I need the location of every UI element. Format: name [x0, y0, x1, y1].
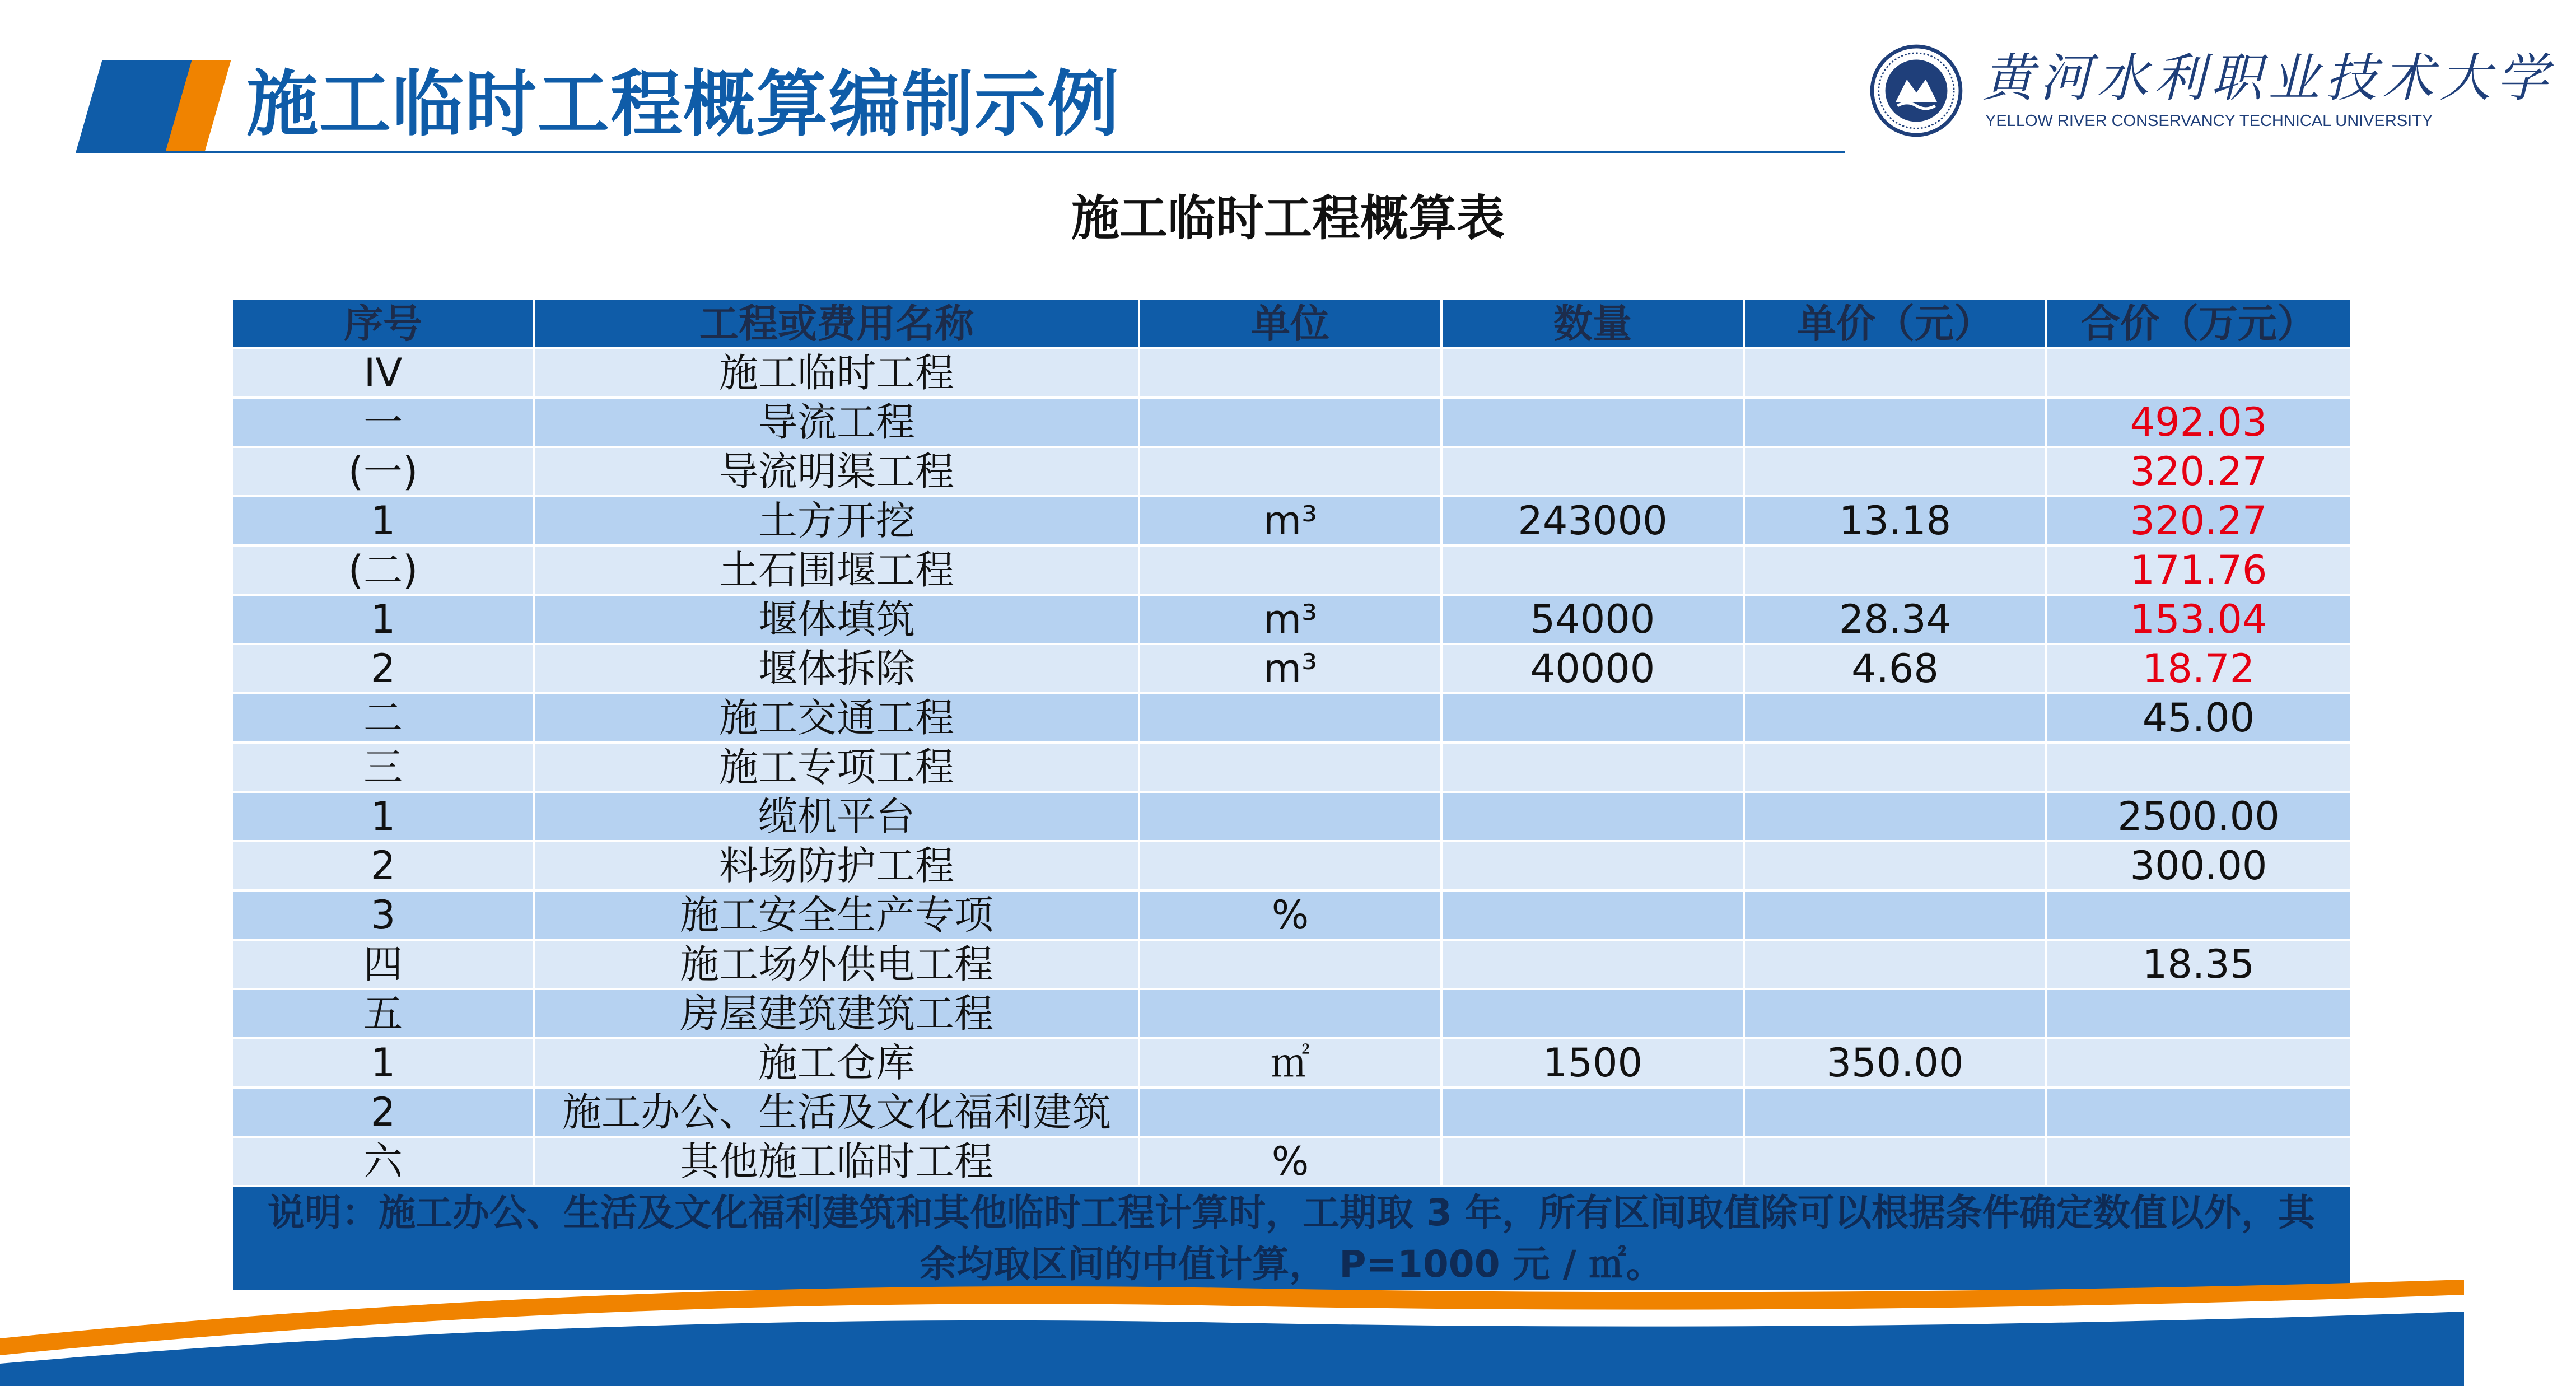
row-number-cell: 2 — [232, 1088, 534, 1137]
unit-price-cell — [1744, 1137, 2046, 1186]
row-number-cell: 二 — [232, 693, 534, 743]
estimate-table — [231, 298, 2352, 1292]
logo-english-name: YELLOW RIVER CONSERVANCY TECHNICAL UNIVERSITY — [1985, 112, 2433, 130]
item-name-cell: 导流明渠工程 — [534, 447, 1139, 496]
item-name-cell: 土方开挖 — [534, 496, 1139, 545]
table-row — [232, 644, 2351, 693]
unit-cell: m³ — [1139, 496, 1441, 545]
row-number-cell: 2 — [232, 841, 534, 890]
table-row — [232, 792, 2351, 841]
column-header: 工程或费用名称 — [534, 299, 1139, 348]
item-name-cell: 房屋建筑建筑工程 — [534, 989, 1139, 1038]
table-row — [232, 545, 2351, 595]
unit-price-cell: 13.18 — [1744, 496, 2046, 545]
total-price-cell — [2046, 1088, 2351, 1137]
quantity-cell: 40000 — [1441, 644, 1744, 693]
unit-price-cell: 4.68 — [1744, 644, 2046, 693]
item-name-cell: 施工交通工程 — [534, 693, 1139, 743]
unit-price-cell — [1744, 940, 2046, 989]
row-number-cell: 1 — [232, 496, 534, 545]
item-name-cell: 其他施工临时工程 — [534, 1137, 1139, 1186]
quantity-cell — [1441, 398, 1744, 447]
quantity-cell — [1441, 1088, 1744, 1137]
total-price-cell — [2046, 890, 2351, 940]
quantity-cell: 243000 — [1441, 496, 1744, 545]
quantity-cell — [1441, 447, 1744, 496]
item-name-cell: 施工场外供电工程 — [534, 940, 1139, 989]
row-number-cell: 2 — [232, 644, 534, 693]
row-number-cell: IV — [232, 348, 534, 398]
unit-cell: % — [1139, 890, 1441, 940]
unit-cell — [1139, 398, 1441, 447]
unit-price-cell — [1744, 841, 2046, 890]
item-name-cell: 缆机平台 — [534, 792, 1139, 841]
row-number-cell: (一) — [232, 447, 534, 496]
unit-price-cell — [1744, 545, 2046, 595]
row-number-cell: 六 — [232, 1137, 534, 1186]
row-number-cell: 五 — [232, 989, 534, 1038]
table-note: 说明：施工办公、生活及文化福利建筑和其他临时工程计算时，工期取 3 年，所有区间取值除可以根据条件确定数值以外，其余均取区间的中值计算， P=1000 元 / ㎡。 — [232, 1186, 2351, 1291]
table-header-row — [232, 299, 2351, 348]
item-name-cell: 施工专项工程 — [534, 743, 1139, 792]
row-number-cell: 1 — [232, 1038, 534, 1088]
total-price-cell: 171.76 — [2046, 545, 2351, 595]
quantity-cell — [1441, 792, 1744, 841]
footer-wave-decoration — [0, 1271, 2464, 1386]
unit-cell — [1139, 841, 1441, 890]
table-row — [232, 447, 2351, 496]
total-price-cell — [2046, 348, 2351, 398]
unit-price-cell — [1744, 890, 2046, 940]
total-price-cell: 18.72 — [2046, 644, 2351, 693]
unit-cell — [1139, 1088, 1441, 1137]
unit-price-cell — [1744, 693, 2046, 743]
row-number-cell: (二) — [232, 545, 534, 595]
item-name-cell: 堰体拆除 — [534, 644, 1139, 693]
table-row — [232, 989, 2351, 1038]
table-row — [232, 398, 2351, 447]
unit-price-cell — [1744, 743, 2046, 792]
quantity-cell: 1500 — [1441, 1038, 1744, 1088]
quantity-cell — [1441, 841, 1744, 890]
quantity-cell — [1441, 743, 1744, 792]
quantity-cell — [1441, 545, 1744, 595]
unit-cell: m³ — [1139, 644, 1441, 693]
unit-price-cell — [1744, 792, 2046, 841]
row-number-cell: 1 — [232, 595, 534, 644]
column-header: 单价（元） — [1744, 299, 2046, 348]
unit-cell — [1139, 989, 1441, 1038]
unit-cell — [1139, 545, 1441, 595]
quantity-cell — [1441, 940, 1744, 989]
column-header: 合价（万元） — [2046, 299, 2351, 348]
item-name-cell: 堰体填筑 — [534, 595, 1139, 644]
unit-price-cell — [1744, 989, 2046, 1038]
quantity-cell — [1441, 1137, 1744, 1186]
page-title: 施工临时工程概算编制示例 — [246, 63, 1121, 146]
table-row — [232, 743, 2351, 792]
item-name-cell: 导流工程 — [534, 398, 1139, 447]
unit-price-cell: 350.00 — [1744, 1038, 2046, 1088]
row-number-cell: 1 — [232, 792, 534, 841]
total-price-cell — [2046, 989, 2351, 1038]
item-name-cell: 施工仓库 — [534, 1038, 1139, 1088]
total-price-cell: 320.27 — [2046, 447, 2351, 496]
table-row — [232, 348, 2351, 398]
quantity-cell — [1441, 348, 1744, 398]
university-seal-icon — [1869, 44, 1963, 138]
unit-price-cell — [1744, 447, 2046, 496]
total-price-cell — [2046, 1137, 2351, 1186]
item-name-cell: 施工安全生产专项 — [534, 890, 1139, 940]
table-row — [232, 496, 2351, 545]
unit-cell — [1139, 792, 1441, 841]
unit-cell — [1139, 348, 1441, 398]
table-row — [232, 1137, 2351, 1186]
total-price-cell: 153.04 — [2046, 595, 2351, 644]
quantity-cell — [1441, 693, 1744, 743]
unit-price-cell — [1744, 1088, 2046, 1137]
table-row — [232, 693, 2351, 743]
column-header: 单位 — [1139, 299, 1441, 348]
total-price-cell — [2046, 1038, 2351, 1088]
unit-price-cell: 28.34 — [1744, 595, 2046, 644]
unit-cell: m³ — [1139, 595, 1441, 644]
item-name-cell: 土石围堰工程 — [534, 545, 1139, 595]
unit-price-cell — [1744, 348, 2046, 398]
total-price-cell — [2046, 743, 2351, 792]
unit-cell — [1139, 940, 1441, 989]
row-number-cell: 3 — [232, 890, 534, 940]
row-number-cell: 一 — [232, 398, 534, 447]
item-name-cell: 料场防护工程 — [534, 841, 1139, 890]
unit-cell: % — [1139, 1137, 1441, 1186]
total-price-cell: 300.00 — [2046, 841, 2351, 890]
quantity-cell — [1441, 989, 1744, 1038]
total-price-cell: 18.35 — [2046, 940, 2351, 989]
column-header: 序号 — [232, 299, 534, 348]
total-price-cell: 2500.00 — [2046, 792, 2351, 841]
item-name-cell: 施工办公、生活及文化福利建筑 — [534, 1088, 1139, 1137]
table-row — [232, 940, 2351, 989]
table-row — [232, 841, 2351, 890]
unit-cell — [1139, 743, 1441, 792]
header-divider — [76, 151, 1845, 153]
column-header: 数量 — [1441, 299, 1744, 348]
unit-price-cell — [1744, 398, 2046, 447]
item-name-cell: 施工临时工程 — [534, 348, 1139, 398]
unit-cell — [1139, 447, 1441, 496]
unit-cell: ㎡ — [1139, 1038, 1441, 1088]
table-title: 施工临时工程概算表 — [1071, 190, 1505, 246]
quantity-cell: 54000 — [1441, 595, 1744, 644]
total-price-cell: 320.27 — [2046, 496, 2351, 545]
row-number-cell: 三 — [232, 743, 534, 792]
total-price-cell: 45.00 — [2046, 693, 2351, 743]
table-row — [232, 890, 2351, 940]
table-row — [232, 1038, 2351, 1088]
quantity-cell — [1441, 890, 1744, 940]
row-number-cell: 四 — [232, 940, 534, 989]
logo-chinese-name: 黄河水利职业技术大学 — [1982, 48, 2554, 108]
unit-cell — [1139, 693, 1441, 743]
total-price-cell: 492.03 — [2046, 398, 2351, 447]
table-row — [232, 595, 2351, 644]
table-row — [232, 1088, 2351, 1137]
